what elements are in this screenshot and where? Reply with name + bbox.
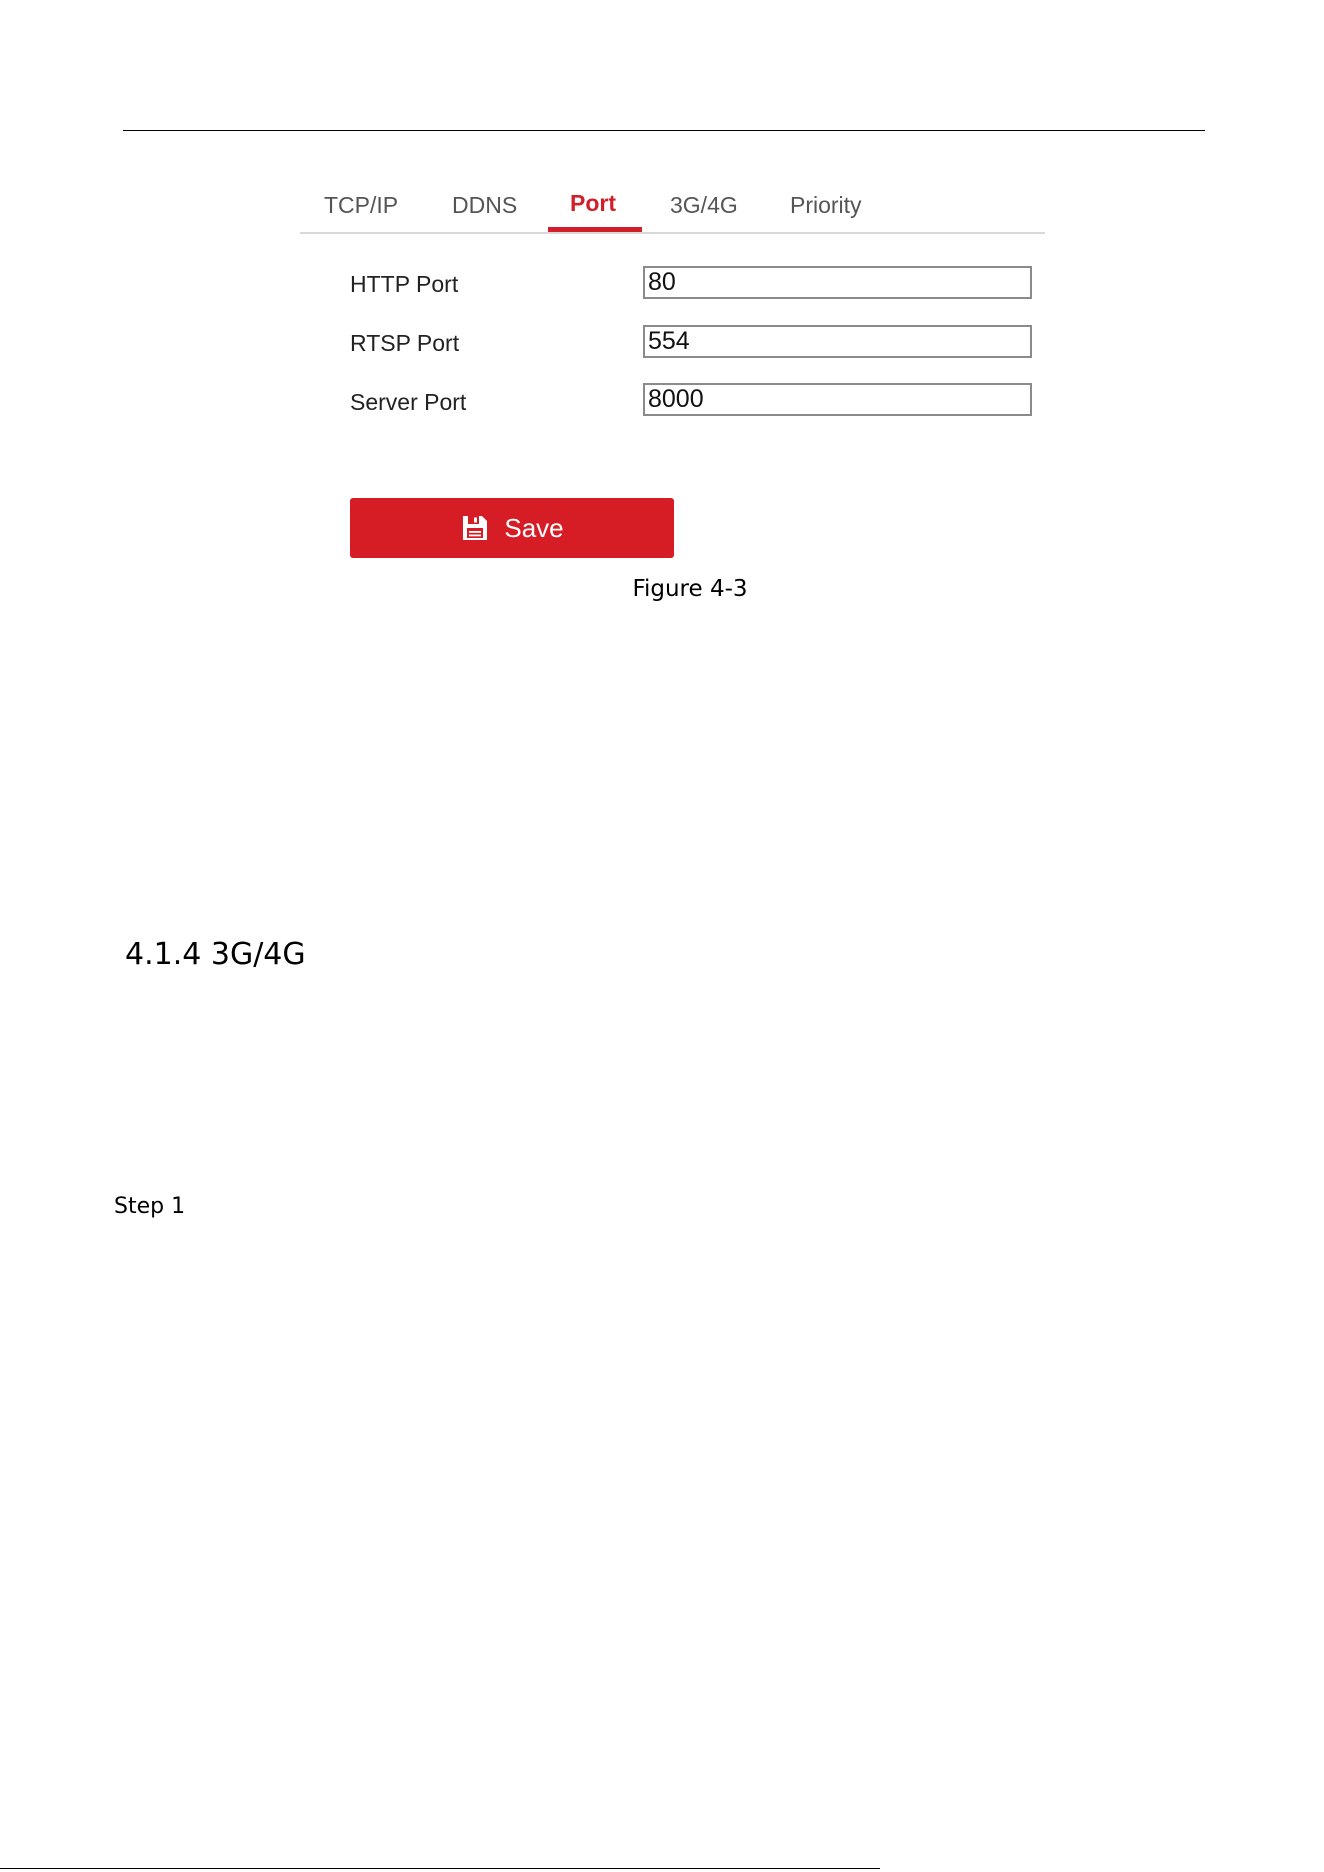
save-button-label: Save <box>504 512 564 543</box>
rtsp-port-input[interactable] <box>643 325 1032 358</box>
save-button[interactable] <box>350 498 674 558</box>
tab-3g-4g[interactable]: 3G/4G <box>670 192 738 218</box>
tab-priority[interactable]: Priority <box>790 192 862 218</box>
active-tab-indicator <box>548 227 642 232</box>
tab-port[interactable]: Port <box>570 190 616 216</box>
network-tabs <box>300 180 1045 234</box>
http-port-input[interactable] <box>643 266 1032 299</box>
tab-tcp-ip[interactable]: TCP/IP <box>324 192 399 218</box>
header-rule <box>123 130 1205 131</box>
http-port-label: HTTP Port <box>350 271 459 297</box>
server-port-input[interactable] <box>643 383 1032 416</box>
rtsp-port-label: RTSP Port <box>350 330 460 356</box>
floppy-disk-icon <box>460 513 490 543</box>
port-settings-screenshot <box>300 180 1045 570</box>
section-heading: 4.1.4 3G/4G <box>125 937 306 972</box>
tab-ddns[interactable]: DDNS <box>452 192 518 218</box>
figure-caption: Figure 4-3 <box>632 576 748 602</box>
footer-rule <box>0 1868 880 1869</box>
step-label: Step 1 <box>114 1194 186 1219</box>
server-port-label: Server Port <box>350 389 467 415</box>
